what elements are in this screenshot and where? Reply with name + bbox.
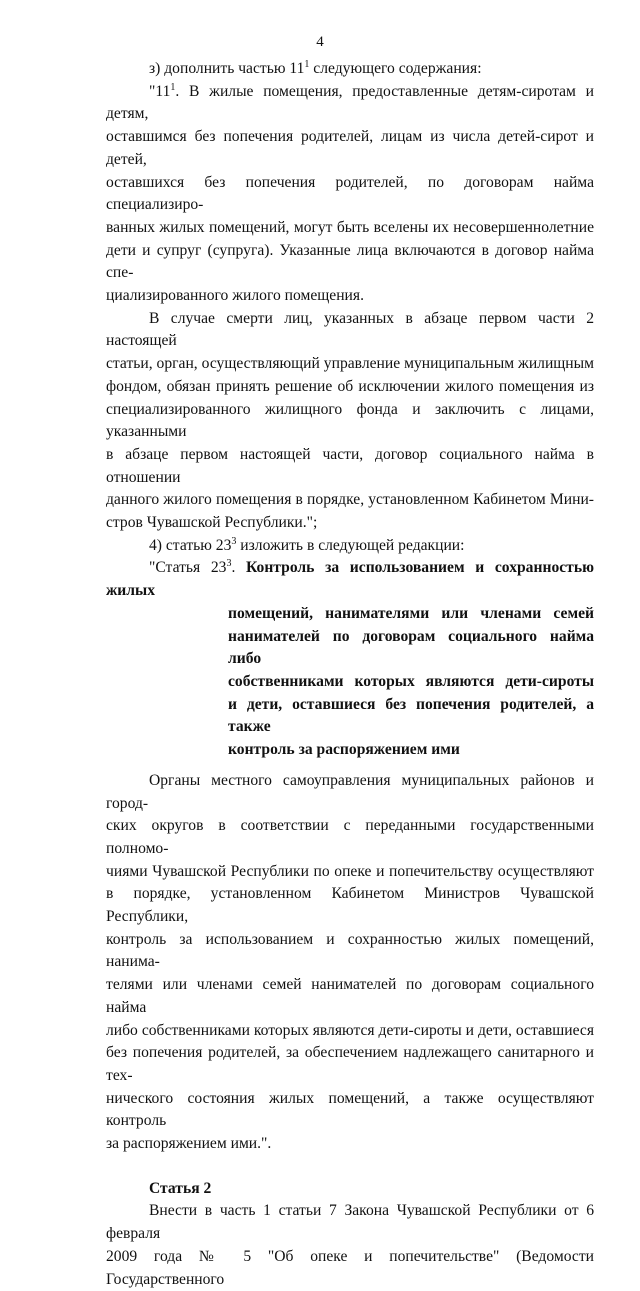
text-line: стров Чувашской Республики."; bbox=[106, 514, 318, 532]
item-4-text-end: изложить в следующей редакции: bbox=[236, 536, 465, 554]
page-number: 4 bbox=[316, 34, 324, 50]
document-body bbox=[106, 58, 594, 1291]
part-label: "11 bbox=[149, 82, 171, 100]
article-title-line: собственниками которых являются дети-сироты bbox=[228, 672, 594, 690]
text-line: . В жилые помещения, предоставленные детям-сиротам и детям, bbox=[106, 82, 594, 123]
superscript: 3 bbox=[231, 535, 237, 547]
article-label: "Статья 23 bbox=[149, 559, 227, 577]
part-11-1-paragraph bbox=[106, 81, 594, 308]
text-line: фондом, обязан принять решение об исключении жилого помещения из bbox=[106, 377, 594, 395]
text-line: статьи, орган, осуществляющий управление муниципальным жилищным bbox=[106, 355, 594, 373]
text-line: Внести в часть 1 статьи 7 Закона Чувашской Республики от 6 февраля bbox=[106, 1202, 594, 1243]
text-line: телями или членами семей нанимателей по договорам социального найма bbox=[106, 976, 594, 1016]
text-line: в абзаце первом настоящей части, договор социального найма в отношении bbox=[106, 445, 594, 486]
article-title-line: и дети, оставшиеся без попечения родителей, а также bbox=[228, 695, 594, 736]
superscript: 3 bbox=[226, 558, 232, 570]
text-line: чиями Чувашской Республики по опеке и попечительству осуществляют bbox=[106, 862, 594, 880]
text-line: в порядке, установленном Кабинетом Министров Чувашской Республики, bbox=[106, 885, 594, 926]
item-4-paragraph bbox=[106, 535, 594, 558]
article-title-line: помещений, нанимателями или членами семей bbox=[228, 604, 594, 622]
article-23-3-heading bbox=[106, 557, 594, 761]
text-line: Органы местного самоуправления муниципальных районов и город- bbox=[106, 771, 594, 812]
article-title-line: контроль за распоряжением ими bbox=[228, 741, 460, 759]
text-line: 2009 года № 5 "Об опеке и попечительстве" (Ведомости Государственного bbox=[106, 1247, 594, 1288]
text-line: контроль за использованием и сохранностью жилых помещений, нанима- bbox=[106, 930, 594, 971]
article-title-line: нанимателей по договорам социального найма либо bbox=[228, 627, 594, 668]
article-2-heading: Статья 2 bbox=[149, 1179, 212, 1197]
article-title-line: Контроль за использованием и сохранностью жилых bbox=[106, 559, 594, 600]
superscript: 1 bbox=[170, 81, 176, 93]
text-line: оставшимся без попечения родителей, лицам из числа детей-сирот и детей, bbox=[106, 128, 594, 168]
item-z-paragraph bbox=[106, 58, 594, 81]
article-label-end: . bbox=[231, 559, 246, 577]
item-z-text: з) дополнить частью 11 bbox=[149, 60, 305, 77]
text-line: циализированного жилого помещения. bbox=[106, 287, 364, 305]
item-z-text-end: следующего содержания: bbox=[309, 60, 482, 77]
text-line: данного жилого помещения в порядке, установленном Кабинетом Мини- bbox=[106, 491, 594, 509]
text-line: без попечения родителей, за обеспечением надлежащего санитарного и тех- bbox=[106, 1044, 594, 1084]
text-line: либо собственниками которых являются дети-сироты и дети, оставшиеся bbox=[106, 1021, 594, 1039]
text-line: специализированного жилищного фонда и заключить с лицами, указанными bbox=[106, 400, 594, 441]
item-4-text: 4) статью 23 bbox=[149, 536, 232, 554]
text-line: В случае смерти лиц, указанных в абзаце первом части 2 настоящей bbox=[106, 309, 594, 350]
text-line: нического состояния жилых помещений, а также осуществляют контроль bbox=[106, 1089, 594, 1130]
text-line: оставшихся без попечения родителей, по договорам найма специализиро- bbox=[106, 173, 594, 214]
text-line: ванных жилых помещений, могут быть вселены их несовершеннолетние bbox=[106, 218, 594, 236]
text-line: за распоряжением ими.". bbox=[106, 1135, 272, 1153]
text-line: ских округов в соответствии с переданными государственными полномо- bbox=[106, 817, 594, 857]
superscript: 1 bbox=[304, 59, 310, 70]
organs-paragraph bbox=[106, 770, 594, 1156]
death-paragraph bbox=[106, 308, 594, 535]
text-line: дети и супруг (супруга). Указанные лица включаются в договор найма спе- bbox=[106, 241, 594, 282]
